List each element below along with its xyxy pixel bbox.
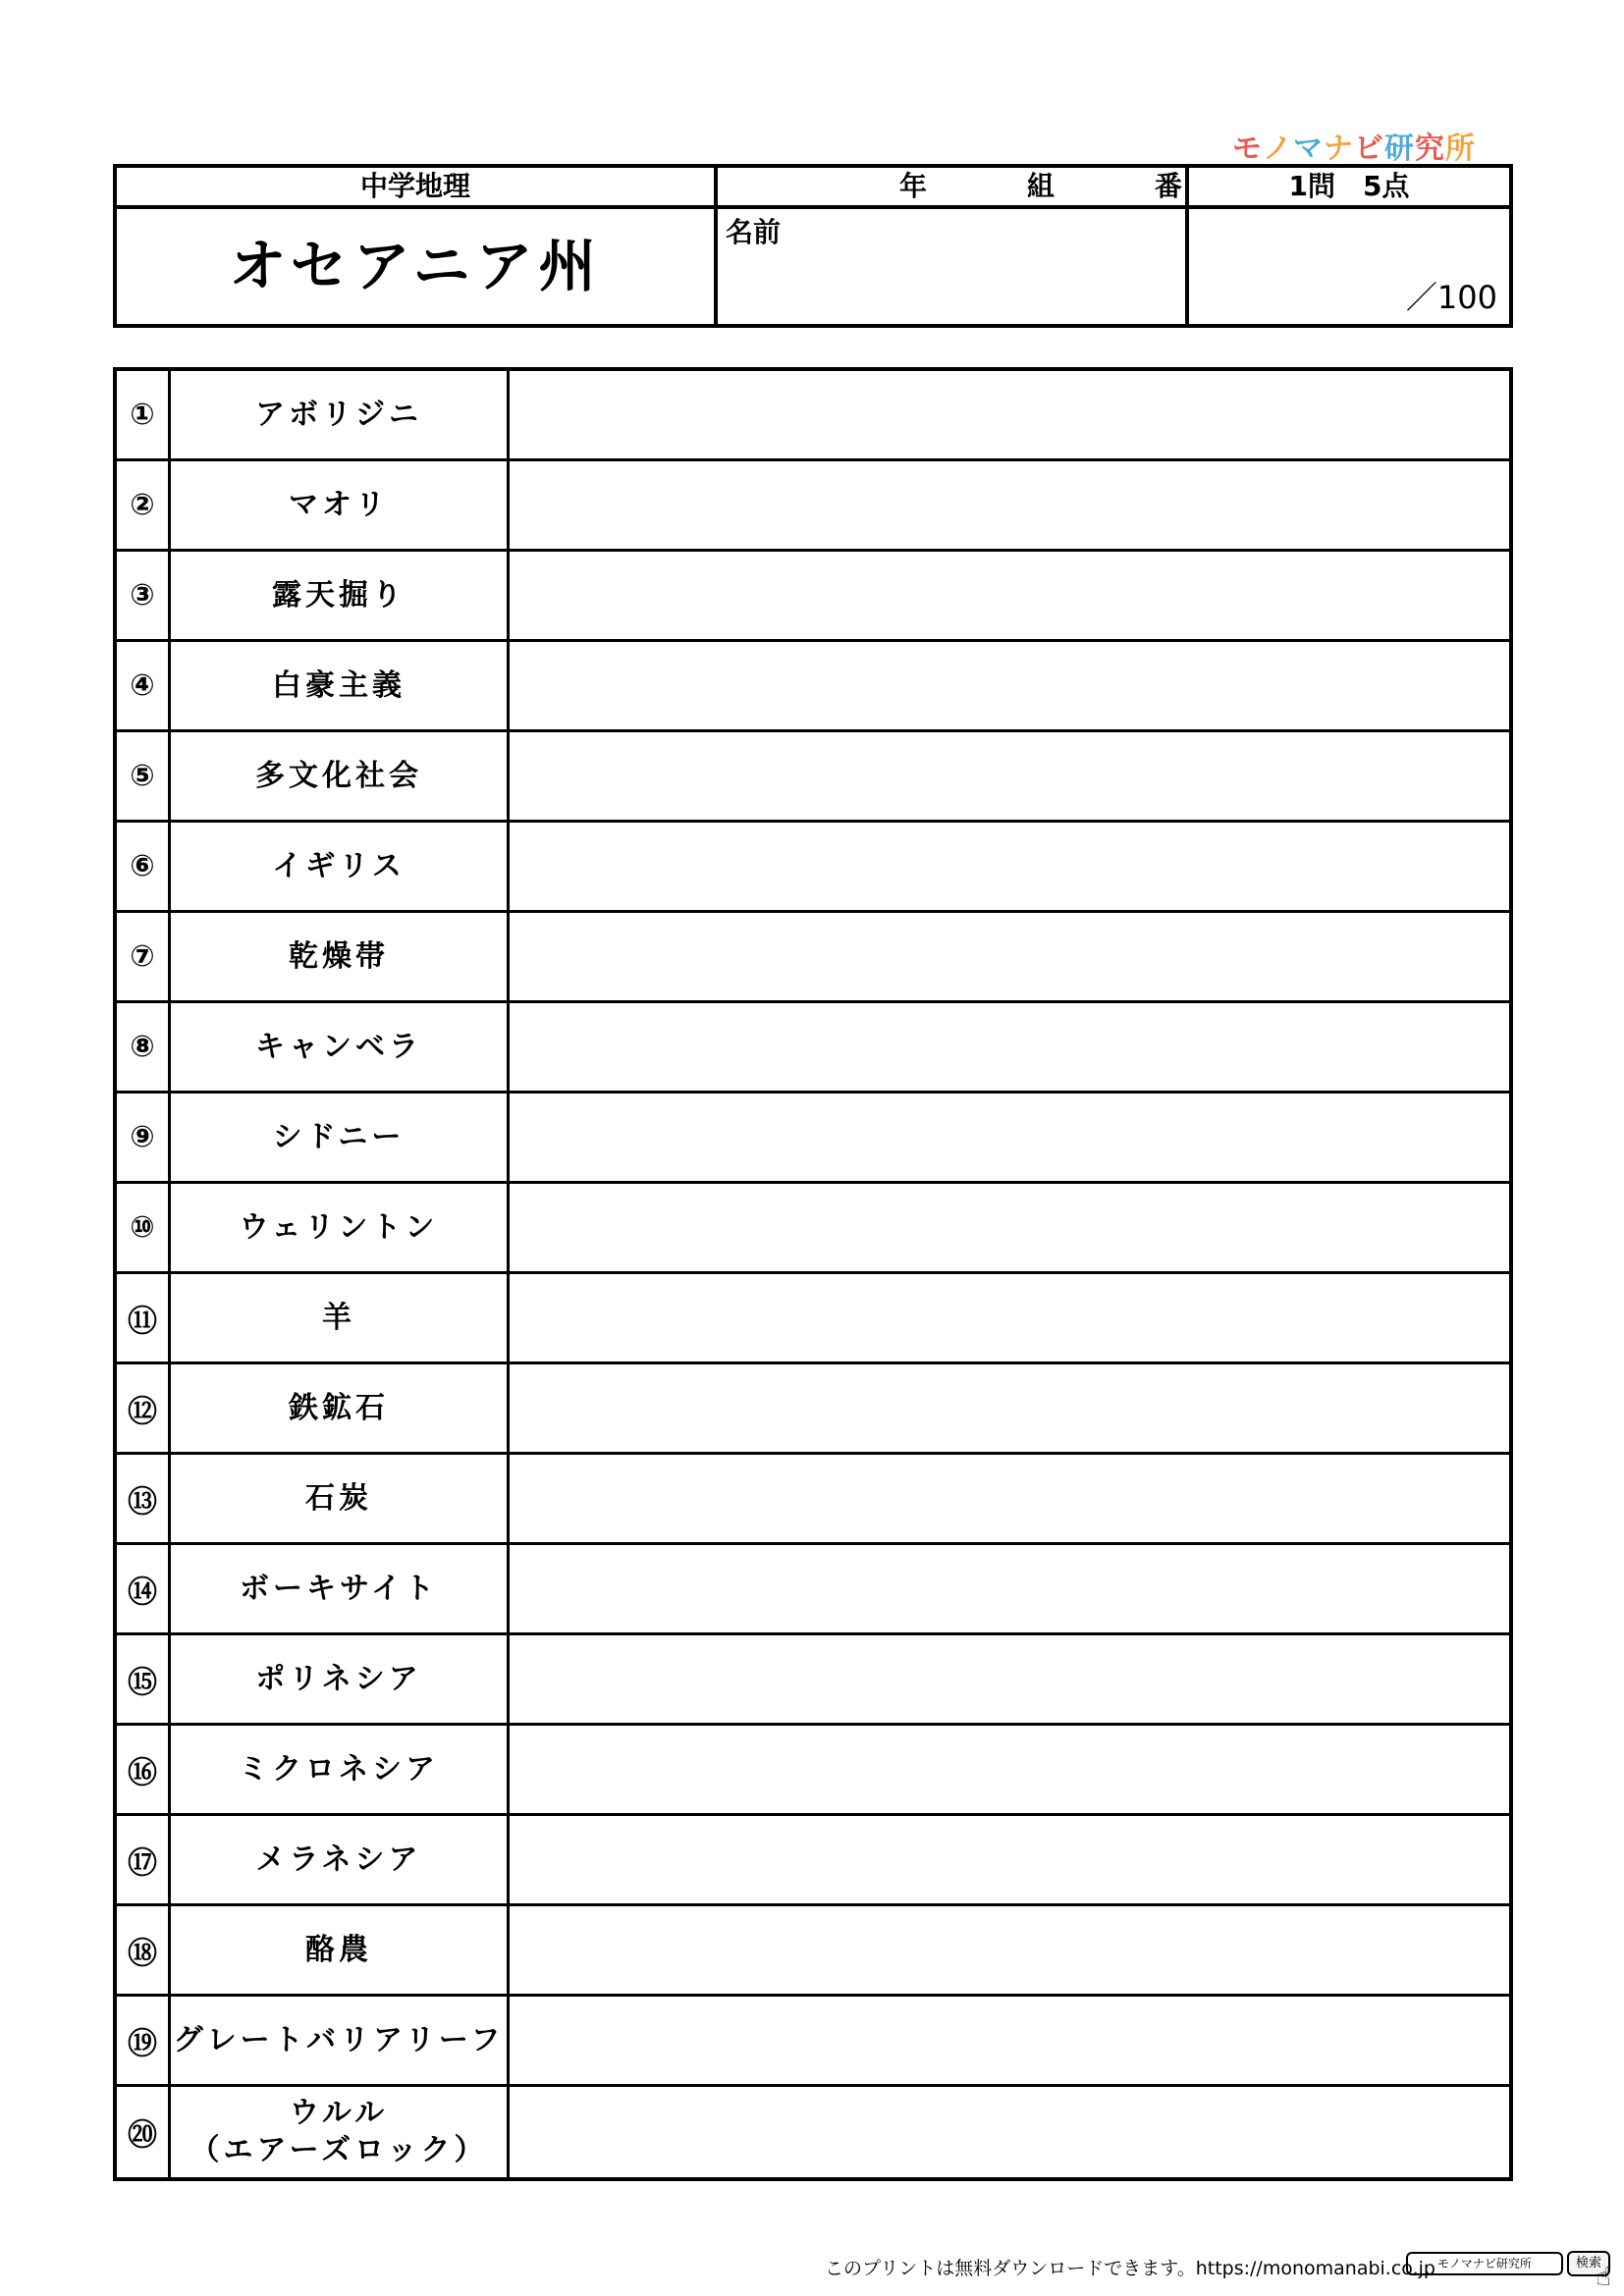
answer-field[interactable]	[510, 1545, 1509, 1632]
question-row	[117, 2087, 1509, 2177]
answer-field[interactable]	[510, 1364, 1509, 1452]
answer-field[interactable]	[510, 1003, 1509, 1091]
subject-label: 中学地理	[359, 170, 470, 202]
question-term: 石炭	[171, 1455, 510, 1542]
question-number: ⑨	[117, 1094, 171, 1181]
score-total: ／100	[1405, 279, 1497, 316]
question-term: 鉄鉱石	[171, 1364, 510, 1452]
question-row	[117, 1906, 1509, 1997]
question-number: ⑬	[117, 1455, 171, 1542]
question-term: マオリ	[171, 461, 510, 549]
answer-field[interactable]	[510, 1455, 1509, 1542]
question-term: ポリネシア	[171, 1635, 510, 1723]
question-number: ⑲	[117, 1997, 171, 2084]
question-term: 羊	[171, 1274, 510, 1362]
logo-char: 究	[1415, 132, 1445, 166]
answer-field[interactable]	[510, 552, 1509, 639]
question-number: ⑥	[117, 823, 171, 910]
header-table	[113, 164, 1513, 328]
question-term: 酪農	[171, 1906, 510, 1994]
question-number: ⑳	[117, 2087, 171, 2177]
question-row	[117, 1997, 1509, 2087]
class-label: 組	[1027, 170, 1056, 202]
worksheet-title: オセアニア州	[229, 233, 602, 299]
question-row	[117, 1274, 1509, 1364]
question-term: ウルル （エアーズロック）	[171, 2087, 510, 2177]
question-row	[117, 1726, 1509, 1816]
logo-char: ビ	[1354, 132, 1384, 166]
question-row	[117, 1816, 1509, 1906]
question-row	[117, 1545, 1509, 1635]
question-term: 露天掘り	[171, 552, 510, 639]
logo-char: ナ	[1324, 132, 1354, 166]
answer-field[interactable]	[510, 642, 1509, 729]
question-number: ⑮	[117, 1635, 171, 1723]
question-row	[117, 1184, 1509, 1274]
question-term: 多文化社会	[171, 732, 510, 820]
question-row	[117, 1364, 1509, 1455]
question-number: ②	[117, 461, 171, 549]
question-number: ⑯	[117, 1726, 171, 1813]
question-number: ①	[117, 371, 171, 458]
answer-field[interactable]	[510, 371, 1509, 458]
year-label: 年	[899, 170, 928, 202]
question-row	[117, 732, 1509, 823]
name-label: 名前	[726, 216, 782, 248]
question-row	[117, 1455, 1509, 1545]
answer-field[interactable]	[510, 1816, 1509, 1903]
question-row	[117, 1635, 1509, 1726]
question-term: 白豪主義	[171, 642, 510, 729]
answer-field[interactable]	[510, 1726, 1509, 1813]
logo-char: マ	[1293, 132, 1324, 166]
question-number: ⑤	[117, 732, 171, 820]
question-row	[117, 1094, 1509, 1184]
question-number: ③	[117, 552, 171, 639]
question-row	[117, 913, 1509, 1003]
logo-char: モ	[1232, 132, 1263, 166]
answer-field[interactable]	[510, 1997, 1509, 2084]
answer-field[interactable]	[510, 913, 1509, 1000]
question-number: ⑭	[117, 1545, 171, 1632]
question-row	[117, 552, 1509, 642]
question-number: ⑱	[117, 1906, 171, 1994]
question-number: ⑪	[117, 1274, 171, 1362]
logo-char: 所	[1445, 132, 1476, 166]
site-logo	[1232, 124, 1478, 166]
logo-char: ノ	[1263, 132, 1293, 166]
question-row	[117, 823, 1509, 913]
question-number: ⑰	[117, 1816, 171, 1903]
question-term: 乾燥帯	[171, 913, 510, 1000]
answer-field[interactable]	[510, 1094, 1509, 1181]
question-number: ⑩	[117, 1184, 171, 1271]
points-per-question: 1問 5点	[1288, 170, 1410, 202]
answer-field[interactable]	[510, 2087, 1509, 2177]
question-table	[113, 367, 1513, 2181]
search-button[interactable]: 検索	[1567, 2251, 1610, 2276]
question-term: キャンベラ	[171, 1003, 510, 1091]
question-term: ボーキサイト	[171, 1545, 510, 1632]
question-term: シドニー	[171, 1094, 510, 1181]
question-term: ミクロネシア	[171, 1726, 510, 1813]
footer-text: このプリントは無料ダウンロードできます。https://monomanabi.co.jp	[825, 2258, 1435, 2279]
question-term: イギリス	[171, 823, 510, 910]
answer-field[interactable]	[510, 823, 1509, 910]
question-number: ④	[117, 642, 171, 729]
answer-field[interactable]	[510, 1906, 1509, 1994]
question-term: アボリジニ	[171, 371, 510, 458]
answer-field[interactable]	[510, 461, 1509, 549]
number-label: 番	[1155, 170, 1183, 202]
question-term: グレートバリアリーフ	[171, 1997, 510, 2084]
search-input[interactable]: モノマナビ研究所	[1406, 2252, 1563, 2275]
pointer-hand-icon: ☝	[1596, 2263, 1611, 2292]
answer-field[interactable]	[510, 732, 1509, 820]
question-number: ⑦	[117, 913, 171, 1000]
question-row	[117, 461, 1509, 552]
answer-field[interactable]	[510, 1635, 1509, 1723]
grade-class-number	[718, 168, 1185, 207]
question-row	[117, 371, 1509, 461]
question-row	[117, 1003, 1509, 1094]
question-term: ウェリントン	[171, 1184, 510, 1271]
answer-field[interactable]	[510, 1274, 1509, 1362]
logo-char: 研	[1384, 132, 1415, 166]
answer-field[interactable]	[510, 1184, 1509, 1271]
question-term: メラネシア	[171, 1816, 510, 1903]
question-number: ⑫	[117, 1364, 171, 1452]
question-row	[117, 642, 1509, 732]
question-number: ⑧	[117, 1003, 171, 1091]
